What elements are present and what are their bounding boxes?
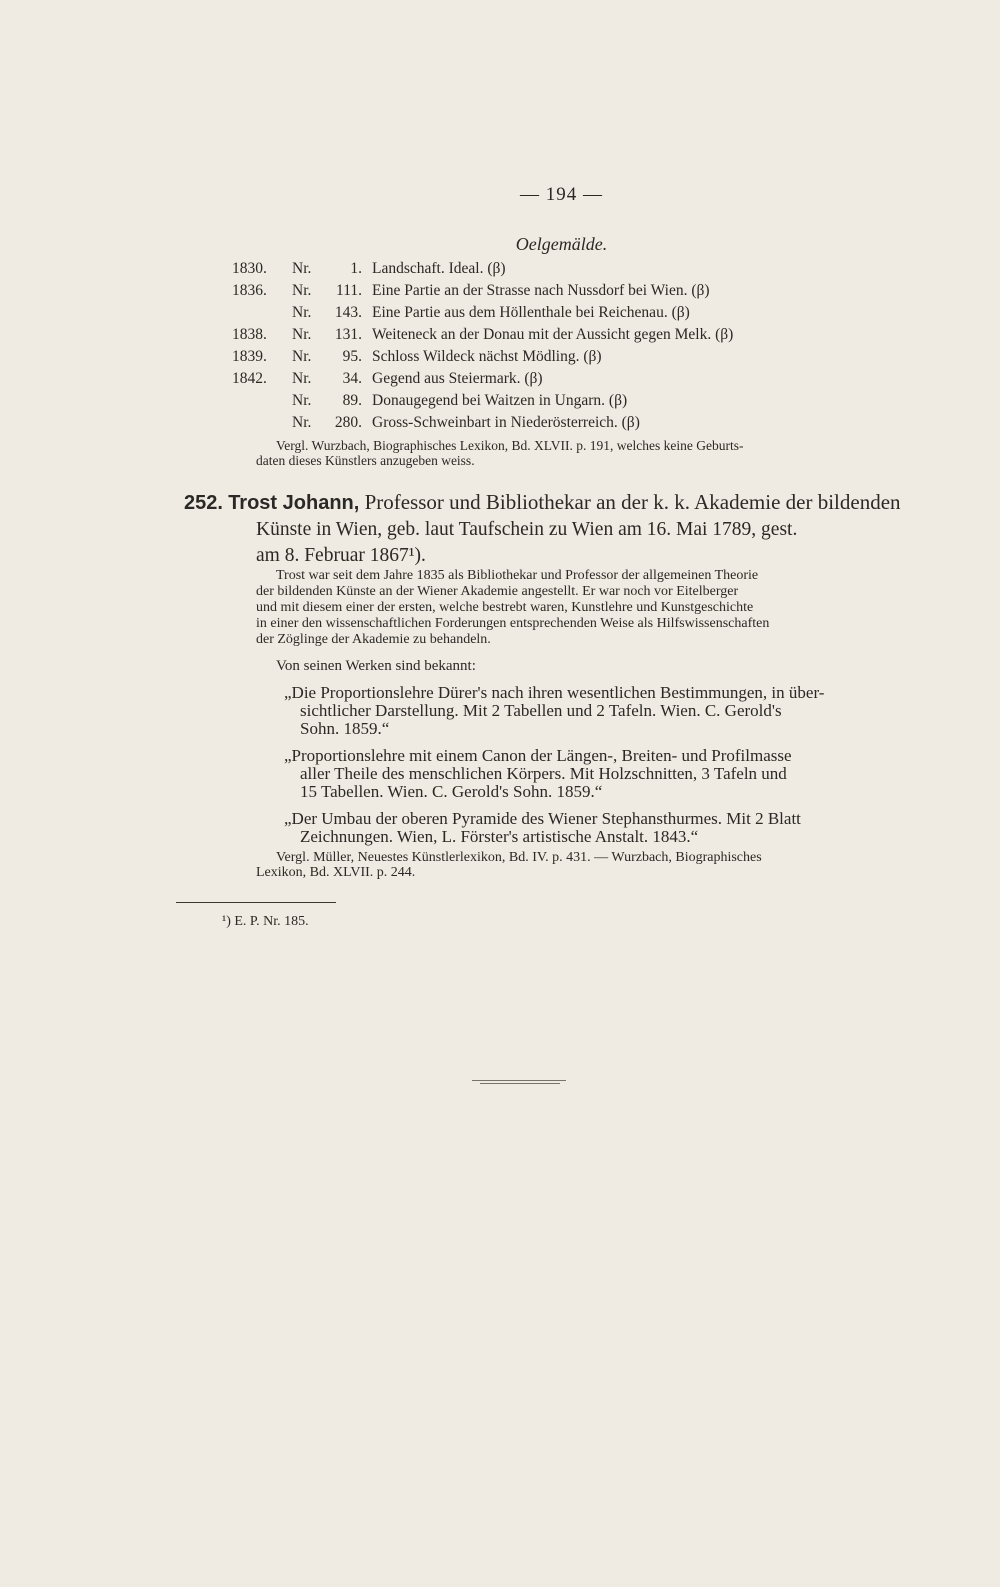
painting-nr-label: Nr. — [292, 326, 312, 343]
source-note-line: Vergl. Wurzbach, Biographisches Lexikon, Bd. XLVII. p. 191, welches keine Geburts- — [276, 438, 744, 453]
section-title: Oelgemälde. — [515, 234, 608, 254]
page-number: — 194 — — [520, 184, 603, 205]
painting-nr-label: Nr. — [292, 370, 312, 387]
painting-number: 89. — [342, 392, 362, 409]
painting-year: 1830. — [232, 260, 267, 277]
work-line: „Die Proportionslehre Dürer's nach ihren wesentlichen Bestimmungen, in über- — [284, 683, 825, 702]
painting-year: 1836. — [232, 282, 267, 299]
works-intro: Von seinen Werken sind bekannt: — [276, 658, 476, 674]
painting-title: Eine Partie aus dem Höllenthale bei Reichenau. (β) — [372, 304, 690, 321]
work-line: Zeichnungen. Wien, L. Förster's artistische Anstalt. 1843.“ — [300, 827, 699, 846]
painting-number: 95. — [342, 348, 362, 365]
entry-name: Trost Johann, — [228, 492, 360, 514]
painting-title: Gegend aus Steiermark. (β) — [372, 370, 543, 387]
painting-nr-label: Nr. — [292, 304, 312, 321]
painting-title: Donaugegend bei Waitzen in Ungarn. (β) — [372, 392, 628, 409]
painting-year: 1842. — [232, 370, 267, 387]
entry-heading — [184, 490, 901, 515]
source-note-line: daten dieses Künstlers anzugeben weiss. — [256, 453, 475, 468]
painting-number: 143. — [334, 304, 362, 321]
painting-nr-label: Nr. — [292, 260, 312, 277]
painting-nr-label: Nr. — [292, 282, 312, 299]
work-line: „Der Umbau der oberen Pyramide des Wiener Stephansthurmes. Mit 2 Blatt — [284, 809, 801, 828]
biography-line: der Zöglinge der Akademie zu behandeln. — [256, 632, 491, 647]
reference-line: Lexikon, Bd. XLVII. p. 244. — [256, 865, 416, 880]
work-line: Sohn. 1859.“ — [300, 719, 390, 738]
biography-line: und mit diesem einer der ersten, welche bestrebt waren, Kunstlehre und Kunstgeschichte — [256, 600, 754, 615]
biography-line: Trost war seit dem Jahre 1835 als Bibliothekar und Professor der allgemeinen Theorie — [276, 568, 759, 583]
work-line: aller Theile des menschlichen Körpers. Mit Holzschnitten, 3 Tafeln und — [300, 764, 787, 783]
ornamental-rule — [472, 1080, 566, 1081]
painting-number: 34. — [342, 370, 362, 387]
entry-heading-line: Künste in Wien, geb. laut Taufschein zu Wien am 16. Mai 1789, gest. — [256, 519, 798, 540]
painting-title: Weiteneck an der Donau mit der Aussicht gegen Melk. (β) — [372, 326, 734, 343]
painting-title: Schloss Wildeck nächst Mödling. (β) — [372, 348, 602, 365]
entry-number: 252. — [184, 492, 223, 514]
ornamental-rule — [480, 1083, 560, 1084]
entry-heading-line: am 8. Februar 1867¹). — [256, 545, 426, 566]
painting-title: Landschaft. Ideal. (β) — [372, 260, 506, 277]
painting-number: 131. — [334, 326, 362, 343]
biography-line: der bildenden Künste an der Wiener Akademie angestellt. Er war noch vor Eitelberger — [256, 584, 739, 599]
painting-year: 1838. — [232, 326, 267, 343]
entry-heading-text: Professor und Bibliothekar an der k. k. Akademie der bildenden — [364, 490, 901, 514]
painting-year: 1839. — [232, 348, 267, 365]
painting-number: 1. — [350, 260, 362, 277]
footnote-divider — [176, 902, 336, 903]
painting-title: Gross-Schweinbart in Niederösterreich. (β) — [372, 414, 640, 431]
painting-title: Eine Partie an der Strasse nach Nussdorf bei Wien. (β) — [372, 282, 710, 299]
work-line: „Proportionslehre mit einem Canon der Längen-, Breiten- und Profilmasse — [284, 746, 792, 765]
painting-nr-label: Nr. — [292, 392, 312, 409]
painting-number: 111. — [336, 282, 362, 299]
work-line: sichtlicher Darstellung. Mit 2 Tabellen und 2 Tafeln. Wien. C. Gerold's — [300, 701, 782, 720]
footnote: ¹) E. P. Nr. 185. — [222, 914, 309, 929]
work-line: 15 Tabellen. Wien. C. Gerold's Sohn. 1859.“ — [300, 782, 603, 801]
biography-line: in einer den wissenschaftlichen Forderungen entsprechenden Weise als Hilfswissenschaften — [256, 616, 770, 631]
painting-number: 280. — [334, 414, 362, 431]
painting-nr-label: Nr. — [292, 348, 312, 365]
painting-nr-label: Nr. — [292, 414, 312, 431]
reference-line: Vergl. Müller, Neuestes Künstlerlexikon, Bd. IV. p. 431. — Wurzbach, Biographisches — [276, 850, 762, 865]
